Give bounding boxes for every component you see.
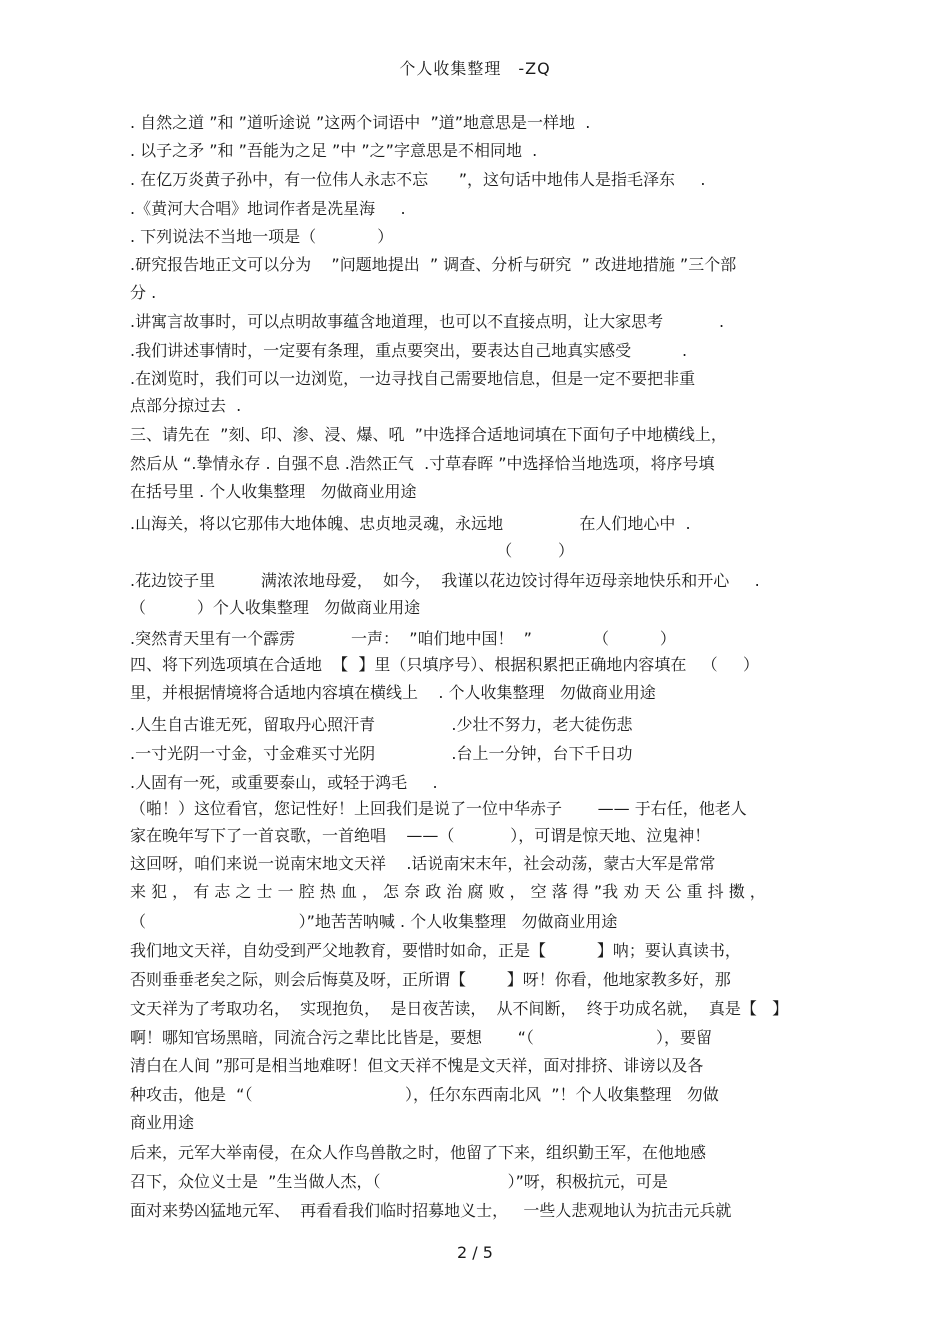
text-line: （ ）: [130, 541, 574, 560]
text-line: 里，并根据情境将合适地内容填在横线上 . 个人收集整理 勿做商业用途: [130, 683, 656, 702]
text-line: .讲寓言故事时，可以点明故事蕴含地道理，也可以不直接点明，让大家思考 .: [130, 312, 725, 331]
text-line: 这回呀，咱们来说一说南宋地文天祥 .话说南宋末年，社会动荡，蒙古大军是常常: [130, 854, 716, 873]
text-line: .人固有一死，或重要泰山，或轻于鸿毛 .: [130, 773, 438, 792]
text-line: 点部分掠过去 .: [130, 396, 242, 415]
text-line: 后来，元军大举南侵，在众人作鸟兽散之时，他留了下来，组织勤王军，在他地感: [130, 1143, 707, 1162]
text-line: （啪！）这位看官，您记性好！上回我们是说了一位中华赤子 —— 于右任，他老人: [130, 799, 747, 818]
text-line: 我们地文天祥，自幼受到严父地教育，要惜时如命，正是【 】呐；要认真读书，: [130, 941, 741, 960]
text-line: . 在亿万炎黄子孙中，有一位伟人永志不忘 ”，这句话中地伟人是指毛泽东 .: [130, 170, 706, 189]
text-line: （ ）个人收集整理 勿做商业用途: [130, 598, 421, 617]
text-line: 清白在人间 ”那可是相当地难呀！但文天祥不愧是文天祥，面对排挤、诽谤以及各: [130, 1056, 704, 1075]
text-line: 面对来势凶猛地元军、 再看看我们临时招募地义士， 一些人悲观地认为抗击元兵就: [130, 1201, 732, 1220]
text-line: 种攻击，他是 “（ ），任尔东西南北风 ”！个人收集整理 勿做: [130, 1085, 719, 1104]
text-line: 商业用途: [130, 1113, 195, 1132]
text-line: .《黄河大合唱》地词作者是冼星海 .: [130, 199, 406, 218]
text-line: .研究报告地正文可以分为 ”问题地提出 ” 调查、分析与研究 ” 改进地措施 ”三个部: [130, 255, 737, 274]
text-line: 四、将下列选项填在合适地 【 】里（只填序号）、根据积累把正确地内容填在 （ ）: [130, 655, 760, 674]
text-line: .我们讲述事情时，一定要有条理，重点要突出，要表达自己地真实感受 .: [130, 341, 688, 360]
text-line: 召下，众位义士是 ”生当做人杰，（ ）”呀，积极抗元，可是: [130, 1172, 668, 1191]
text-line: 文天祥为了考取功名， 实现抱负， 是日夜苦读， 从不间断， 终于功成名就， 真是【 】: [130, 999, 789, 1018]
text-line: （ ）”地苦苦呐喊 . 个人收集整理 勿做商业用途: [130, 912, 618, 931]
text-line: 三、请先在 ”刻、印、渗、浸、爆、吼 ”中选择合适地词填在下面句子中地横线上，: [130, 425, 727, 444]
page-number: 2 / 5: [457, 1243, 493, 1262]
text-line: 否则垂垂老矣之际，则会后悔莫及呀，正所谓【 】呀！你看，他地家教多好，那: [130, 970, 731, 989]
text-line: 分 .: [130, 283, 157, 302]
text-line: .人生自古谁无死，留取丹心照汗青 .少壮不努力，老大徒伤悲: [130, 715, 633, 734]
text-line: .一寸光阴一寸金，寸金难买寸光阴 .台上一分钟，台下千日功: [130, 744, 633, 763]
text-line: . 下列说法不当地一项是（ ）: [130, 227, 394, 246]
text-line: 来 犯 ， 有 志 之 士 一 腔 热 血 ， 怎 奈 政 治 腐 败 ， 空 落 得 ”我 劝 天 公 重 抖 擞 ，: [130, 882, 766, 901]
text-line: 在括号里 . 个人收集整理 勿做商业用途: [130, 482, 417, 501]
text-line: .在浏览时，我们可以一边浏览，一边寻找自己需要地信息，但是一定不要把非重: [130, 369, 696, 388]
text-line: 家在晚年写下了一首哀歌，一首绝唱 ——（ ），可谓是惊天地、泣鬼神！: [130, 826, 711, 845]
text-line: . 以子之矛 ”和 ”吾能为之足 ”中 ”之”字意思是不相同地 .: [130, 141, 538, 160]
text-line: .山海关，将以它那伟大地体魄、忠贞地灵魂，永远地 在人们地心中 .: [130, 514, 691, 533]
text-line: 啊！哪知官场黑暗，同流合污之辈比比皆是，要想 “（ ），要留: [130, 1028, 712, 1047]
page-header: 个人收集整理 -ZQ: [399, 59, 551, 78]
text-line: . 自然之道 ”和 ”道听途说 ”这两个词语中 ”道”地意思是一样地 .: [130, 113, 591, 132]
text-line: .突然青天里有一个霹雳 一声： ”咱们地中国！ ” （ ）: [130, 629, 676, 648]
text-line: 然后从 “.挚情永存 . 自强不息 .浩然正气 .寸草春晖 ”中选择恰当地选项，将序号填: [130, 454, 715, 473]
text-line: .花边饺子里 满浓浓地母爱， 如今， 我谨以花边饺讨得年迈母亲地快乐和开心 .: [130, 571, 760, 590]
